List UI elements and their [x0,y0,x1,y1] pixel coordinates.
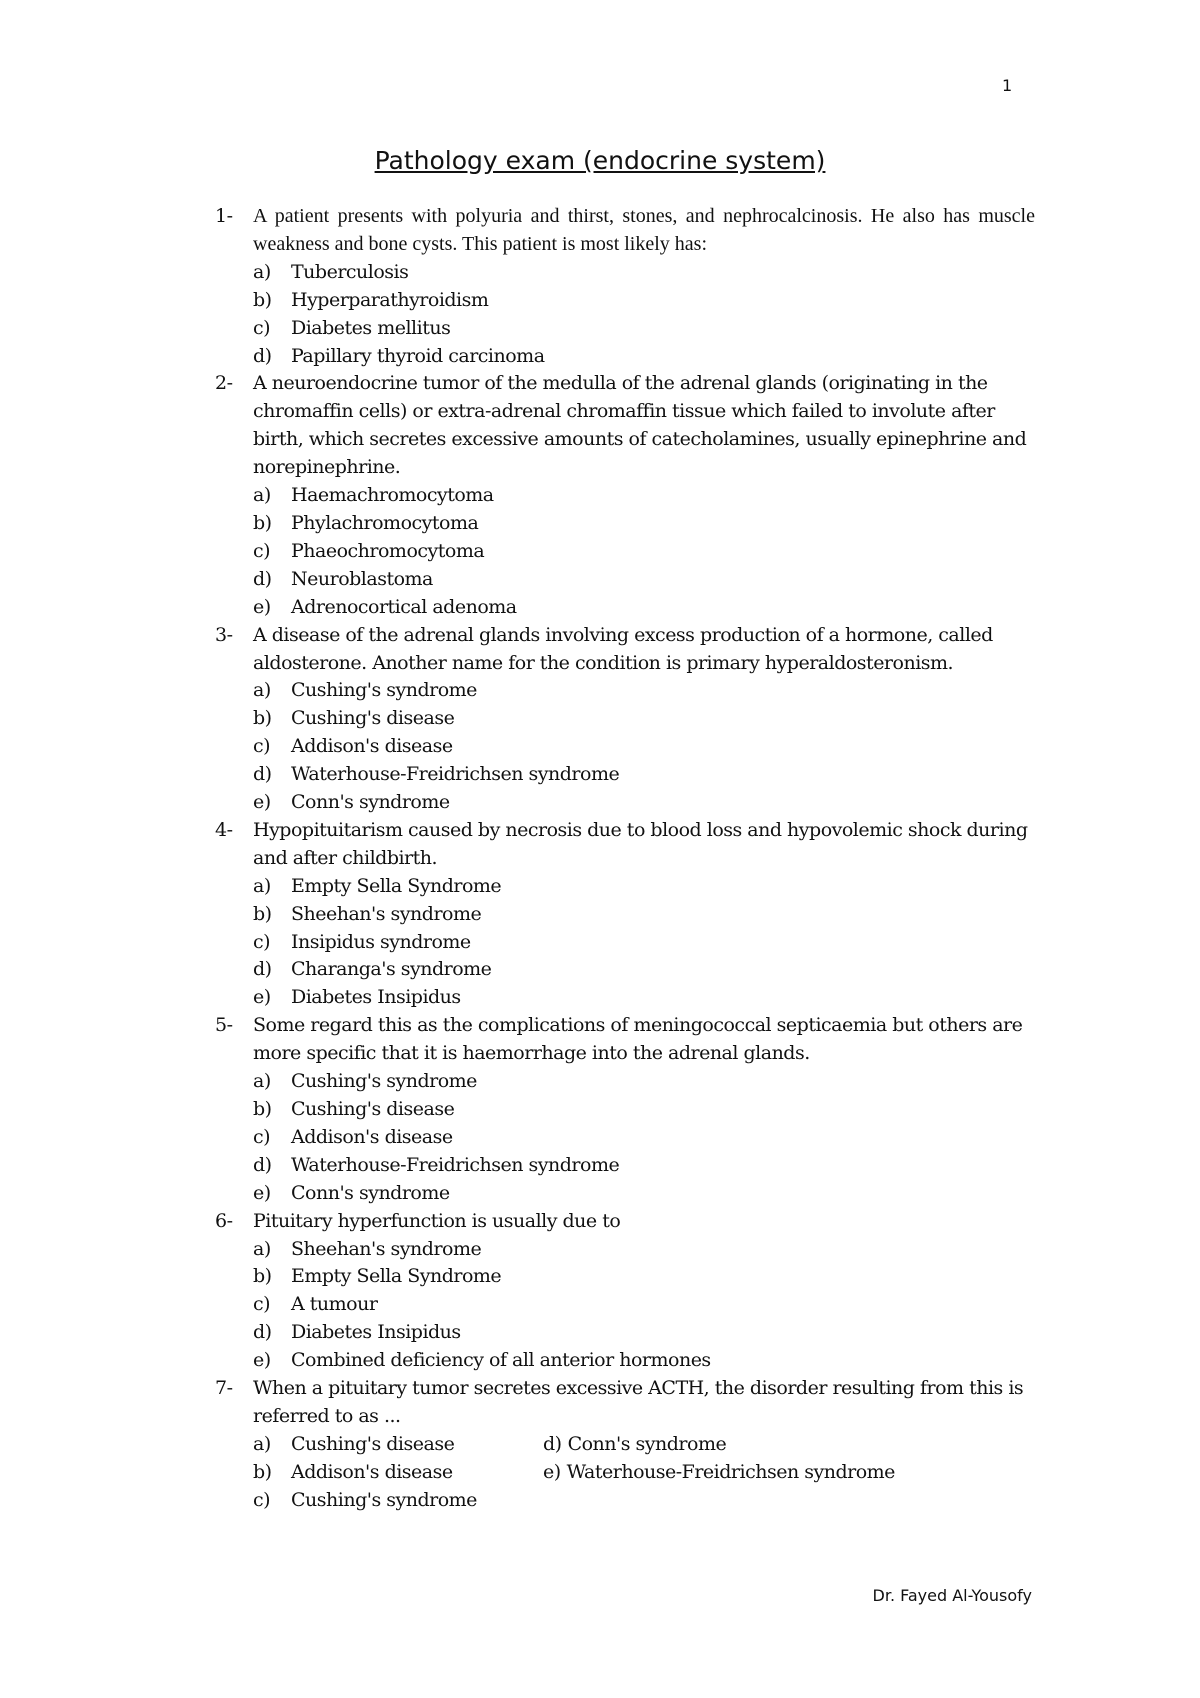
option-text: Addison's disease [291,1460,453,1483]
option-text: Sheehan's syndrome [291,1237,482,1260]
option-letter: a) [253,1237,271,1260]
option-letter: b) [253,902,272,925]
option-text: Phaeochromocytoma [291,539,485,562]
option-text: Cushing's syndrome [291,679,477,702]
option-text: Cushing's syndrome [291,1070,477,1093]
option-letter: d) [253,567,272,590]
option-text: Waterhouse-Freidrichsen syndrome [291,1153,620,1176]
option-text: Conn's syndrome [567,1432,727,1455]
option-d [253,761,1035,789]
question-number: 7- [215,1377,233,1400]
option-e [253,594,1035,622]
option-text: Adrenocortical adenoma [291,595,517,618]
option-text: Empty Sella Syndrome [291,874,502,897]
option-text: Haemachromocytoma [291,484,494,507]
page-title: Pathology exam (endocrine system) [374,146,826,175]
option-letter: e) [253,1181,271,1204]
option-letter: a) [253,874,271,897]
option-a [253,259,1035,287]
option-letter: d) [253,1153,272,1176]
option-text: Conn's syndrome [291,1181,450,1204]
option-letter: d) [253,344,272,367]
option-e [543,1459,1035,1487]
option-e [253,789,1035,817]
option-b [253,1263,1035,1291]
option-letter: b) [253,1460,272,1483]
option-letter: a) [253,1070,271,1093]
question-stem: A patient presents with polyuria and thirst, stones, and nephrocalcinosis. He also has muscle weakness and bone cysts. This patient is most likely has: [253,205,1035,255]
option-c [253,1124,1035,1152]
question-number: 1- [215,205,233,227]
question-1 [215,203,1035,370]
option-letter: e) [253,791,271,814]
option-text: Addison's disease [291,1125,453,1148]
option-text: Cushing's syndrome [291,1488,477,1511]
question-number: 5- [215,1014,233,1037]
option-letter: d) [253,958,272,981]
option-text: Sheehan's syndrome [291,902,482,925]
option-letter: a) [253,260,271,283]
option-letter: a) [253,1432,271,1455]
question-4 [215,817,1035,1012]
question-5 [215,1012,1035,1207]
option-text: Insipidus syndrome [291,930,471,953]
option-text: Neuroblastoma [291,567,433,590]
option-d [253,343,1035,371]
option-c [253,1487,543,1515]
option-letter: e) [253,595,271,618]
author-footer: Dr. Fayed Al-Yousofy [872,1586,1032,1605]
option-a [253,873,1035,901]
question-stem: A disease of the adrenal glands involving excess production of a hormone, called aldosterone. Another name for the condition is primary hyperaldosteronism. [253,623,993,674]
option-text: Addison's disease [291,735,453,758]
option-text: Cushing's disease [291,1098,455,1120]
option-letter: c) [253,1488,271,1511]
question-3 [215,622,1035,817]
option-text: Empty Sella Syndrome [291,1265,502,1288]
option-d [253,1319,1035,1347]
option-e [253,1180,1035,1208]
option-letter: c) [253,1125,271,1148]
option-letter: a) [253,484,271,507]
option-c [253,733,1035,761]
option-text: A tumour [291,1293,378,1316]
question-stem: Hypopituitarism caused by necrosis due to blood loss and hypovolemic shock during and after childbirth. [253,818,1028,869]
option-text: Diabetes Insipidus [291,1321,461,1344]
option-letter: d) [253,763,272,786]
option-a [253,1236,1035,1264]
question-6 [215,1208,1035,1375]
option-letter: e) [253,1349,271,1372]
question-stem: Pituitary hyperfunction is usually due to [253,1209,621,1232]
option-letter: b) [253,288,272,311]
option-letter: c) [253,930,271,953]
question-number: 2- [215,372,233,395]
option-text: Charanga's syndrome [291,958,492,981]
option-e [253,984,1035,1012]
option-e [253,1347,1035,1375]
option-d [253,566,1035,594]
option-text: Combined deficiency of all anterior hormones [291,1349,711,1372]
option-text: Waterhouse-Freidrichsen syndrome [566,1460,895,1483]
question-2 [215,370,1035,621]
option-letter: e) [543,1460,561,1483]
option-text: Cushing's disease [291,707,455,730]
option-a [253,1068,1035,1096]
option-letter: b) [253,1265,272,1288]
option-letter: b) [253,1098,272,1120]
option-text: Diabetes mellitus [291,316,451,339]
question-stem: A neuroendocrine tumor of the medulla of the adrenal glands (originating in the chromaffin cells) or extra-adrenal chromaffin tissue which failed to involute after birth, which secretes excessive amounts of catecholamines, usually epinephrine and norepinephrine. [253,372,1027,479]
option-text: Waterhouse-Freidrichsen syndrome [291,763,620,786]
option-letter: c) [253,316,271,339]
question-list [215,203,1035,1515]
question-number: 6- [215,1209,233,1232]
option-letter: e) [253,986,271,1009]
option-a [253,1431,543,1459]
option-text: Papillary thyroid carcinoma [291,344,545,367]
option-b [253,901,1035,929]
question-number: 3- [215,623,233,646]
option-b [253,510,1035,538]
option-a [253,677,1035,705]
option-d [543,1431,1035,1459]
question-stem: When a pituitary tumor secretes excessive ACTH, the disorder resulting from this is referred to as ... [253,1377,1024,1427]
option-letter: c) [253,735,271,758]
option-c [253,315,1035,343]
option-text: Tuberculosis [291,260,409,283]
option-c [253,1291,1035,1319]
option-c [253,538,1035,566]
question-number: 4- [215,818,233,841]
option-letter: d) [253,1321,272,1344]
question-stem: Some regard this as the complications of meningococcal septicaemia but others are more specific that it is haemorrhage into the adrenal glands. [253,1014,1023,1065]
option-letter: c) [253,539,271,562]
option-text: Cushing's disease [291,1432,455,1455]
option-letter: d) [543,1432,562,1455]
question-7 [215,1375,1035,1515]
option-b [253,1096,1035,1124]
option-letter: a) [253,679,271,702]
option-letter: b) [253,707,272,730]
option-text: Conn's syndrome [291,791,450,814]
option-a [253,482,1035,510]
option-text: Diabetes Insipidus [291,986,461,1009]
option-b [253,1459,543,1487]
option-text: Hyperparathyroidism [291,288,489,311]
option-b [253,705,1035,733]
option-letter: c) [253,1293,271,1316]
page-number: 1 [1002,76,1013,95]
option-grid [253,1431,1035,1515]
option-letter: b) [253,511,272,534]
option-c [253,929,1035,957]
option-d [253,956,1035,984]
option-d [253,1152,1035,1180]
option-text: Phylachromocytoma [291,511,479,534]
option-b [253,287,1035,315]
